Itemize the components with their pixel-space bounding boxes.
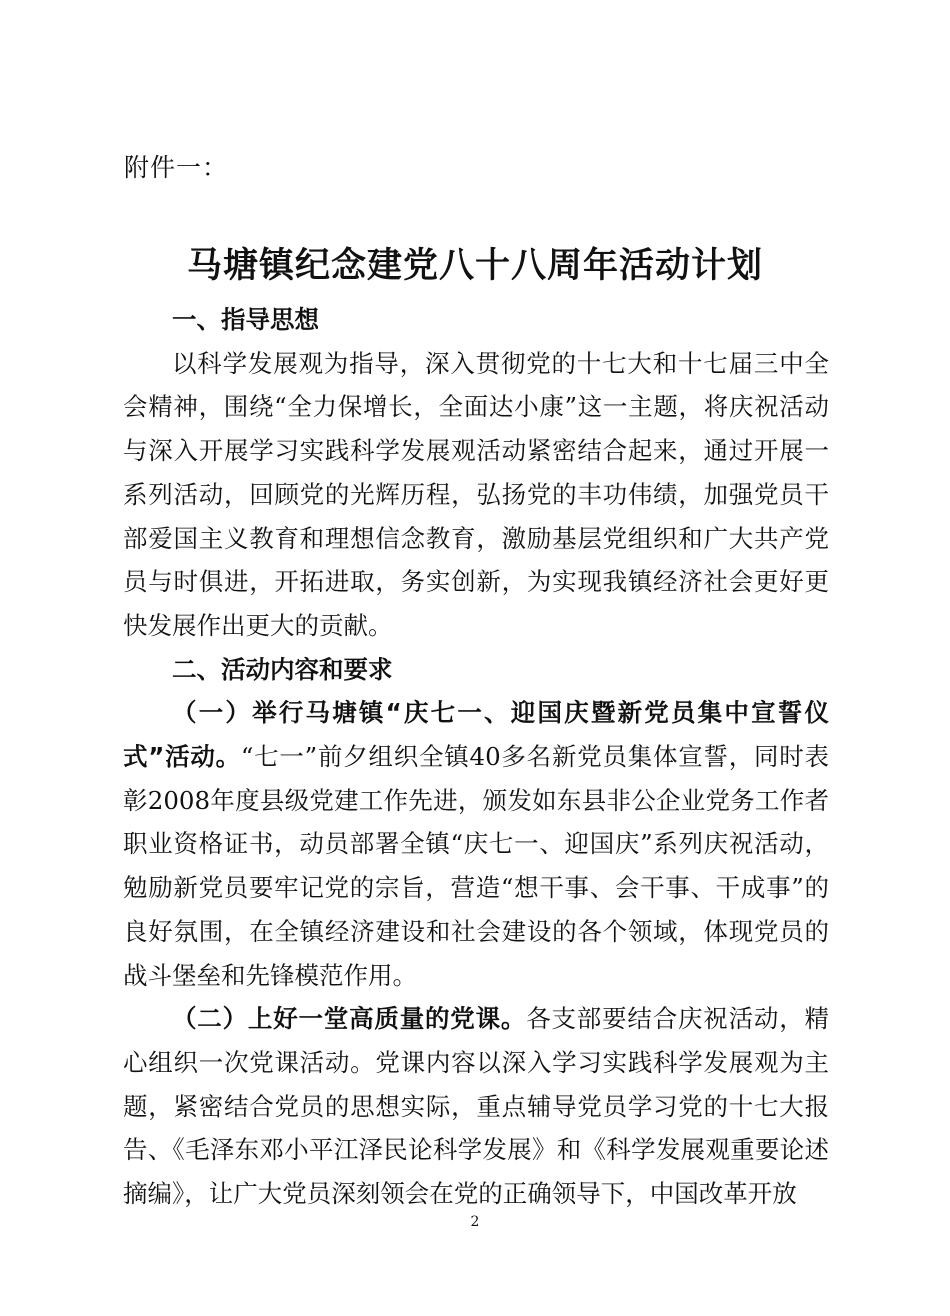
section-heading-activities: 二、活动内容和要求 (172, 654, 393, 684)
section-heading-guiding-ideology: 一、指导思想 (172, 305, 319, 334)
page-number: 2 (470, 1214, 480, 1230)
document-body (123, 298, 829, 1216)
item-1-body: “七一”前夕组织全镇40多名新党员集体宣誓，同时表彰2008年度县级党建工作先进，颁发如东县非公企业党务工作者职业资格证书，动员部署全镇“庆七一、迎国庆”系列庆祝活动，勉励新党员要牢记党的宗旨，营造“想干事、会干事、干成事”的良好氛围，在全镇经济建设和社会建设的各个领域，体现党员的战斗堡垒和先锋模范作用。 (123, 742, 829, 990)
item-2-heading: （二）上好一堂高质量的党课。 (172, 1004, 527, 1034)
attachment-label: 附件一： (124, 153, 229, 182)
item-1-heading: （一）举行马塘镇“庆七一、迎国庆暨新党员集中宣誓仪式”活动。 (123, 698, 829, 772)
paragraph-item-2 (123, 997, 829, 1216)
item-2-body: 各支部要结合庆祝活动，精心组织一次党课活动。党课内容以深入学习实践科学发展观为主题，紧密结合党员的思想实际，重点辅导党员学习党的十七大报告、《毛泽东邓小平江泽民论科学发展》和《科学发展观重要论述摘编》，让广大党员深刻领会在党的正确领导下，中国改革开放 (123, 1004, 830, 1209)
paragraph-guiding-ideology: 以科学发展观为指导，深入贯彻党的十七大和十七届三中全会精神，围绕“全力保增长，全面达小康”这一主题，将庆祝活动与深入开展学习实践科学发展观活动紧密结合起来，通过开展一系列活动，回顾党的光辉历程，弘扬党的丰功伟绩，加强党员干部爱国主义教育和理想信念教育，激励基层党组织和广大共产党员与时俱进，开拓进取，务实创新，为实现我镇经济社会更好更快发展作出更大的贡献。 (123, 348, 829, 640)
document-title: 马塘镇纪念建党八十八周年活动计划 (186, 246, 763, 286)
paragraph-item-1 (123, 691, 829, 997)
